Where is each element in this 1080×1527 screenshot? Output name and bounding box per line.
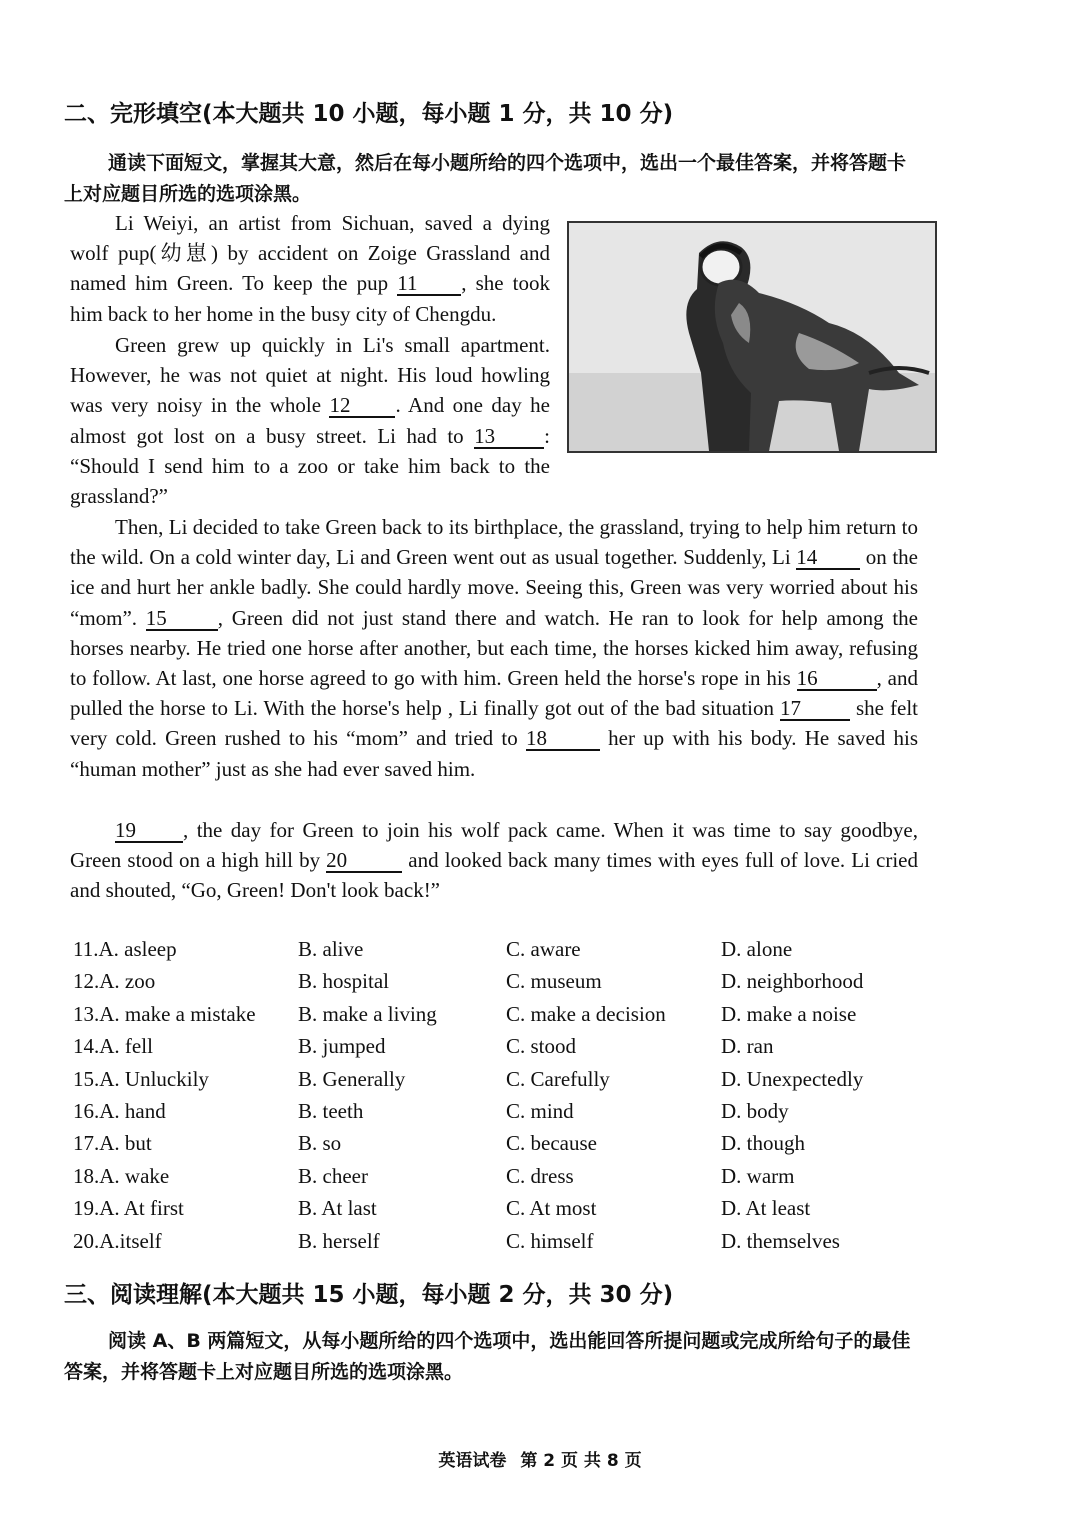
page-footer xyxy=(0,1446,1080,1471)
option-row-19 xyxy=(73,1196,973,1228)
option-11-c[interactable]: C. aware xyxy=(506,937,581,961)
option-15-d[interactable]: D. Unexpectedly xyxy=(721,1066,864,1091)
instruction-text: 通读下面短文，掌握其大意，然后在每小题所给的四个选项中，选出一个最佳答案，并将答题卡上对应题目所选的选项涂黑。 xyxy=(64,152,907,205)
passage-text: : “Should I send him to a zoo or take him back to the grassland?” xyxy=(70,423,550,509)
option-text: A. make a mistake xyxy=(99,1001,256,1026)
footer-subject: 英语试卷 xyxy=(438,1451,507,1471)
option-row-12 xyxy=(73,969,973,1001)
question-number: 18. xyxy=(73,1163,100,1188)
option-15-b[interactable]: B. Generally xyxy=(298,1066,406,1091)
option-11-b[interactable]: B. alive xyxy=(298,937,364,961)
photo-illustration xyxy=(569,223,935,451)
option-20-a[interactable] xyxy=(73,1229,162,1254)
blank-13[interactable]: 13 xyxy=(474,425,544,449)
footer-page-info: 第 2 页 共 8 页 xyxy=(520,1451,642,1471)
option-20-b[interactable]: B. herself xyxy=(298,1228,380,1253)
option-19-d[interactable]: D. At least xyxy=(721,1196,811,1221)
passage-text: , she took him back to her home in the busy city of Chengdu. xyxy=(70,271,551,326)
option-text: A. At first xyxy=(99,1196,184,1221)
option-row-17 xyxy=(73,1131,973,1163)
passage-paragraph-2 xyxy=(70,330,550,511)
question-number: 20. xyxy=(73,1228,100,1253)
option-17-c[interactable]: C. because xyxy=(506,1131,597,1156)
option-20-d[interactable]: D. themselves xyxy=(721,1228,840,1253)
option-text: A. Unluckily xyxy=(99,1066,209,1091)
option-13-b[interactable]: B. make a living xyxy=(298,1001,437,1026)
passage-paragraph-1 xyxy=(70,208,550,329)
passage-text: , Green did not just stand there and watch. He ran to look for help among the horses nearby. He tried one horse after another, but each time, the horses kicked him away, refusing to follow. At last, one horse agreed to go with him. Green held the horse's rope in his xyxy=(70,605,918,691)
passage-text: Then, Li decided to take Green back to its birthplace, the grassland, trying to help him return to the wild. On a cold winter day, Li and Green went out as usual together. Suddenly, Li xyxy=(70,515,918,570)
blank-16[interactable]: 16 xyxy=(797,667,877,691)
option-13-d[interactable]: D. make a noise xyxy=(721,1001,857,1026)
option-17-a[interactable] xyxy=(73,1131,152,1156)
option-text: A. asleep xyxy=(98,937,177,961)
passage-paragraph-3 xyxy=(70,512,918,784)
option-14-c[interactable]: C. stood xyxy=(506,1034,577,1059)
wolf-photo xyxy=(567,221,937,453)
option-row-14 xyxy=(73,1034,973,1066)
blank-14[interactable]: 14 xyxy=(796,546,860,570)
option-20-c[interactable]: C. himself xyxy=(506,1228,594,1253)
question-number: 15. xyxy=(73,1066,100,1091)
section-instruction-cloze xyxy=(64,148,924,210)
answer-options xyxy=(73,937,973,1261)
blank-12[interactable]: 12 xyxy=(329,394,395,418)
option-19-a[interactable] xyxy=(73,1196,184,1221)
blank-18[interactable]: 18 xyxy=(526,727,600,751)
passage-text: . And one day he almost got lost on a busy street. Li had to xyxy=(70,393,550,448)
question-number: 11. xyxy=(73,937,99,961)
question-number: 12. xyxy=(73,969,100,994)
option-19-c[interactable]: C. At most xyxy=(506,1196,597,1221)
option-row-16 xyxy=(73,1099,973,1131)
option-19-b[interactable]: B. At last xyxy=(298,1196,377,1221)
option-12-d[interactable]: D. neighborhood xyxy=(721,969,864,994)
option-row-20 xyxy=(73,1229,973,1261)
passage-paragraph-4 xyxy=(70,815,918,906)
option-16-a[interactable] xyxy=(73,1099,166,1124)
option-14-a[interactable] xyxy=(73,1034,153,1059)
option-text: A. hand xyxy=(99,1098,166,1123)
option-13-c[interactable]: C. make a decision xyxy=(506,1001,666,1026)
option-row-13 xyxy=(73,1002,973,1034)
option-17-d[interactable]: D. though xyxy=(721,1131,805,1156)
section-instruction-reading xyxy=(64,1326,924,1388)
option-row-18 xyxy=(73,1164,973,1196)
blank-17[interactable]: 17 xyxy=(780,697,850,721)
option-text: A. wake xyxy=(99,1163,170,1188)
passage-text: , and pulled the horse to Li. With the horse's help , Li finally got out of the bad situation xyxy=(70,666,918,721)
option-17-b[interactable]: B. so xyxy=(298,1131,342,1156)
option-text: A. fell xyxy=(99,1034,153,1059)
option-18-c[interactable]: C. dress xyxy=(506,1163,574,1188)
section-heading-cloze: 二、完形填空(本大题共 10 小题，每小题 1 分，共 10 分) xyxy=(64,101,674,127)
option-16-b[interactable]: B. teeth xyxy=(298,1098,364,1123)
blank-15[interactable]: 15 xyxy=(146,607,218,631)
question-number: 19. xyxy=(73,1196,100,1221)
option-12-a[interactable] xyxy=(73,969,155,994)
option-18-b[interactable]: B. cheer xyxy=(298,1163,368,1188)
passage-text: she felt very cold. Green rushed to his “mom” and tried to xyxy=(70,696,918,751)
question-number: 16. xyxy=(73,1098,100,1123)
passage-text: her up with his body. He saved his “human mother” just as she had ever saved him. xyxy=(70,726,918,781)
option-16-c[interactable]: C. mind xyxy=(506,1098,574,1123)
option-text: A.itself xyxy=(99,1228,162,1253)
option-15-c[interactable]: C. Carefully xyxy=(506,1066,610,1091)
option-11-d[interactable]: D. alone xyxy=(721,937,793,961)
option-14-d[interactable]: D. ran xyxy=(721,1034,774,1059)
passage-text: , the day for Green to join his wolf pack came. When it was time to say goodbye, Green stood on a high hill by xyxy=(70,818,918,873)
section-heading-reading: 三、阅读理解(本大题共 15 小题，每小题 2 分，共 30 分) xyxy=(64,1282,674,1308)
instruction-text: 阅读 A、B 两篇短文，从每小题所给的四个选项中，选出能回答所提问题或完成所给句子的最佳答案，并将答题卡上对应题目所选的选项涂黑。 xyxy=(64,1330,911,1383)
option-text: A. zoo xyxy=(99,969,156,994)
passage-text: and looked back many times with eyes full of love. Li cried and shouted, “Go, Green! Don't look back!” xyxy=(70,848,918,903)
blank-19[interactable]: 19 xyxy=(115,819,183,843)
passage-text: Green grew up quickly in Li's small apartment. However, he was not quiet at night. His loud howling was very noisy in the whole xyxy=(70,333,550,418)
option-15-a[interactable] xyxy=(73,1067,209,1092)
option-12-c[interactable]: C. museum xyxy=(506,969,602,994)
option-13-a[interactable] xyxy=(73,1002,256,1027)
option-14-b[interactable]: B. jumped xyxy=(298,1034,386,1059)
option-16-d[interactable]: D. body xyxy=(721,1098,789,1123)
option-text: A. but xyxy=(99,1131,152,1156)
passage-text: Li Weiyi, an artist from Sichuan, saved a dying wolf pup(幼崽) by accident on Zoige Grassland and named him Green. To keep the pup xyxy=(70,211,550,296)
option-11-a[interactable] xyxy=(73,937,177,962)
blank-20[interactable]: 20 xyxy=(326,849,402,873)
blank-11[interactable]: 11 xyxy=(397,272,461,296)
option-row-11 xyxy=(73,937,973,969)
question-number: 13. xyxy=(73,1001,100,1026)
option-18-a[interactable] xyxy=(73,1164,169,1189)
question-number: 14. xyxy=(73,1034,100,1059)
passage-text: on the ice and hurt her ankle badly. She could hardly move. Seeing this, Green was very worried about his “mom”. xyxy=(70,545,919,630)
question-number: 17. xyxy=(73,1131,100,1156)
option-18-d[interactable]: D. warm xyxy=(721,1163,795,1188)
option-12-b[interactable]: B. hospital xyxy=(298,969,390,994)
option-row-15 xyxy=(73,1067,973,1099)
